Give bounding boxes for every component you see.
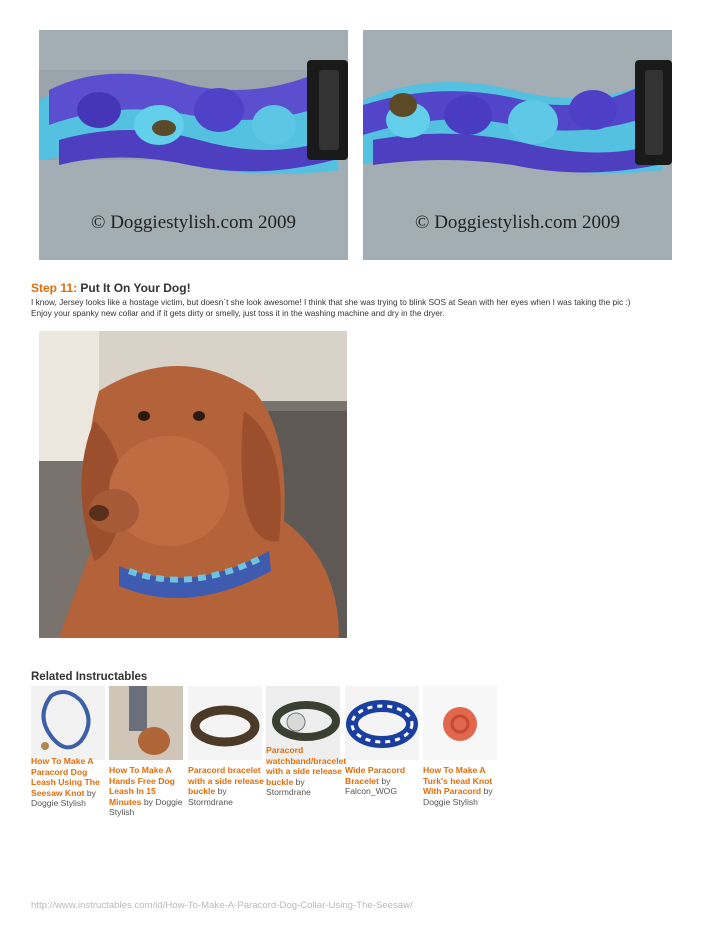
step-title: Put It On Your Dog! xyxy=(80,281,191,295)
related-author-2: Doggie Stylish xyxy=(109,796,183,818)
step-number: Step 11: xyxy=(31,281,78,295)
related-link-5[interactable]: Wide Paracord Bracelet xyxy=(345,765,406,786)
related-author-5: Falcon_WOG xyxy=(345,786,398,797)
related-item-3 xyxy=(188,765,264,807)
copyright-caption: © Doggiestylish.com 2009 xyxy=(91,212,296,233)
related-item-5 xyxy=(345,765,421,797)
copyright-caption: © Doggiestylish.com 2009 xyxy=(415,212,620,233)
related-by-5: by xyxy=(381,775,391,786)
related-link-3[interactable]: Paracord bracelet with a side release buckle xyxy=(188,765,264,797)
step-body-line-2: Enjoy your spanky new collar and if it gets dirty or smelly, just toss it in the washing machine and dry in the dryer. xyxy=(31,308,445,318)
related-item-1 xyxy=(31,756,107,809)
related-author-1: Doggie Stylish xyxy=(31,798,86,809)
related-by-3: by xyxy=(217,786,227,797)
related-author-3: Stormdrane xyxy=(188,796,233,807)
related-item-6 xyxy=(423,765,499,807)
footer-url[interactable]: http://www.instructables.com/id/How-To-Make-A-Paracord-Dog-Collar-Using-The-Seesaw/ xyxy=(31,900,413,911)
related-link-1[interactable]: How To Make A Paracord Dog Leash Using The Seesaw Knot xyxy=(31,756,100,798)
related-by-1: by xyxy=(86,787,96,798)
collar-photo-left xyxy=(39,30,348,260)
related-author-4: Stormdrane xyxy=(266,787,311,798)
related-by-6: by xyxy=(483,786,493,797)
related-author-6: Doggie Stylish xyxy=(423,796,478,807)
related-link-6[interactable]: How To Make A Turk's head Knot With Paracord xyxy=(423,765,493,797)
related-link-2[interactable]: How To Make A Hands Free Dog Leash In 15 Minutes xyxy=(109,765,175,807)
related-by-2: by xyxy=(143,796,153,807)
related-thumb-turks-head[interactable] xyxy=(423,686,497,760)
collar-photo-right xyxy=(363,30,672,260)
step-body-line-1: I know, Jersey looks like a hostage victim, but doesn`t she look awesome! I think that she was trying to blink SOS at Sean with her eyes when I was taking the pic :) xyxy=(31,297,631,307)
related-thumb-leash[interactable] xyxy=(31,686,105,760)
dog-wearing-collar-photo xyxy=(39,331,347,638)
related-thumb-hands-free[interactable] xyxy=(109,686,183,760)
related-by-4: by xyxy=(295,776,305,787)
dog-image xyxy=(39,331,347,638)
related-link-4[interactable]: Paracord watchband/bracelet with a side release buckle xyxy=(266,745,347,787)
step-heading xyxy=(31,281,191,295)
related-instructables-heading: Related Instructables xyxy=(31,671,148,683)
related-thumb-bracelet[interactable] xyxy=(188,686,262,760)
related-item-2 xyxy=(109,765,185,818)
related-item-4 xyxy=(266,745,347,798)
related-thumb-wide-bracelet[interactable] xyxy=(345,686,419,760)
